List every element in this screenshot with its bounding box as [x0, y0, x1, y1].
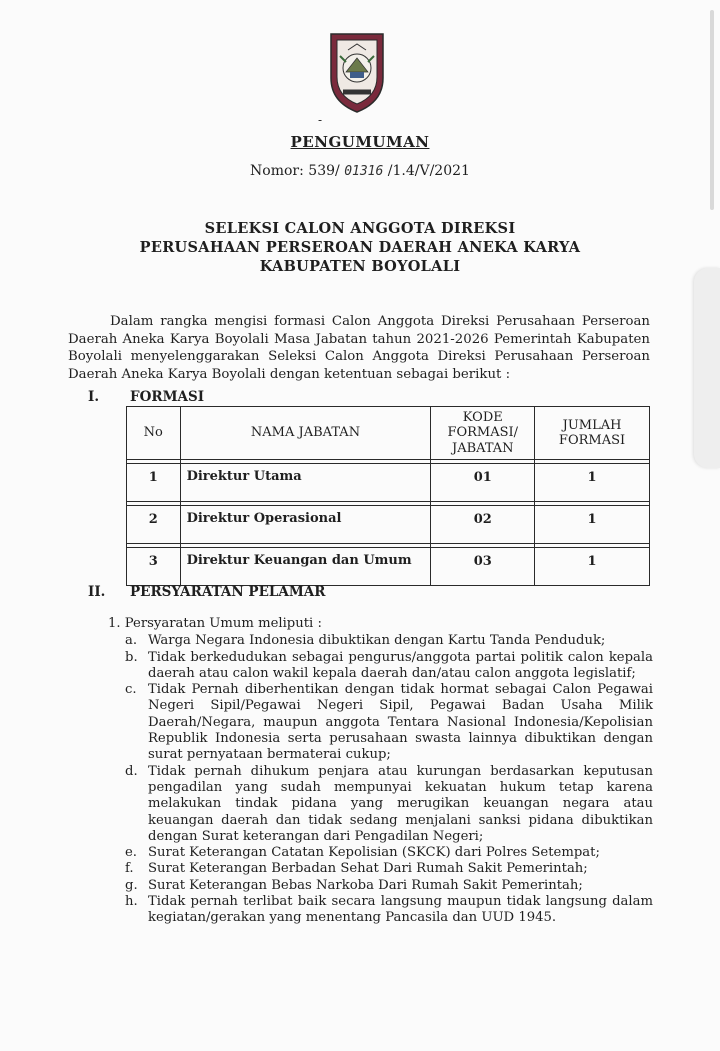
table-row: [127, 464, 650, 502]
stray-mark: -: [318, 113, 323, 127]
item-text: Surat Keterangan Catatan Kepolisian (SKCK) dari Polres Setempat;: [148, 845, 600, 861]
row-no: 3: [127, 548, 181, 586]
header-jumlah: JUMLAH FORMASI: [535, 407, 650, 460]
item-marker: f.: [125, 861, 134, 877]
item-marker: d.: [125, 763, 138, 779]
number-suffix: /1.4/V/2021: [387, 163, 470, 179]
item-text: Surat Keterangan Berbadan Sehat Dari Rumah Sakit Pemerintah;: [148, 861, 588, 877]
section-1-number: I.: [88, 389, 100, 405]
row-kode: 03: [431, 548, 535, 586]
intro-text: Dalam rangka mengisi formasi Calon Anggota Direksi Perusahaan Perseroan Daerah Aneka Karya Boyolali Masa Jabatan tahun 2021-2026 Pemerintah Kabupaten Boyolali menyelenggarakan Seleksi Calon Anggota Direksi Perusahaan Perseroan Daerah Aneka Karya Boyolali dengan ketentuan sebagai berikut :: [68, 314, 650, 382]
item-marker: e.: [125, 845, 137, 861]
title-text: PENGUMUMAN: [290, 133, 430, 151]
row-jumlah: 1: [535, 464, 650, 502]
list-item: [108, 682, 653, 763]
item-marker: a.: [125, 633, 138, 649]
list-item: [108, 650, 653, 683]
requirements-intro: 1. Persyaratan Umum meliputi :: [108, 616, 322, 631]
header-nama-jabatan: NAMA JABATAN: [180, 407, 431, 460]
list-item: [108, 764, 653, 845]
row-no: 2: [127, 506, 181, 544]
formation-table: [126, 406, 650, 586]
table-row: [127, 506, 650, 544]
item-text: Tidak pernah terlibat baik secara langsung maupun tidak langsung dalam kegiatan/gerakan yang menentang Pancasila dan UUD 1945.: [148, 894, 653, 926]
row-nama: Direktur Utama: [180, 464, 431, 502]
regency-crest-emblem: [328, 32, 386, 114]
row-kode: 02: [431, 506, 535, 544]
heading-line-1: SELEKSI CALON ANGGOTA DIREKSI: [204, 220, 516, 237]
list-item: [108, 894, 653, 927]
heading-line-3: KABUPATEN BOYOLALI: [259, 258, 461, 275]
row-nama: Direktur Operasional: [180, 506, 431, 544]
document-number: [0, 163, 720, 179]
header-kode: KODE FORMASI/ JABATAN: [431, 407, 535, 460]
list-item: [108, 861, 653, 877]
item-text: Warga Negara Indonesia dibuktikan dengan Kartu Tanda Penduduk;: [148, 633, 606, 649]
row-jumlah: 1: [535, 506, 650, 544]
requirement-items: [108, 633, 653, 926]
header-no: No: [127, 407, 181, 460]
item-marker: c.: [125, 682, 137, 698]
announcement-heading: [0, 219, 720, 276]
section-2-title: PERSYARATAN PELAMAR: [130, 584, 326, 600]
section-1-title: FORMASI: [130, 389, 205, 405]
intro-paragraph: [68, 313, 650, 383]
item-text: Tidak Pernah diberhentikan dengan tidak hormat sebagai Calon Pegawai Negeri Sipil/Pegawai Negeri Sipil, Pegawai Badan Usaha Milik Daerah/Negara, maupun anggota Tentara Nasional Indonesia/Kepolisian Republik Indonesia serta perusahaan swasta lainnya dibuktikan dengan surat pernyataan bermaterai cukup;: [148, 682, 653, 763]
list-item: [108, 878, 653, 894]
row-kode: 01: [431, 464, 535, 502]
item-marker: h.: [125, 894, 138, 910]
handwritten-number: 01316: [344, 164, 384, 179]
table-header-row: [127, 407, 650, 460]
item-text: Tidak pernah dihukum penjara atau kurungan berdasarkan keputusan pengadilan yang sudah mempunyai kekuatan hukum tetap karena melakukan tindak pidana yang merugikan keuangan negara atau keuangan daerah dan tidak sedang menjalani sanksi pidana dibuktikan dengan Surat keterangan dari Pengadilan Negeri;: [148, 763, 653, 844]
row-no: 1: [127, 464, 181, 502]
list-item: [108, 845, 653, 861]
row-jumlah: 1: [535, 548, 650, 586]
document-title: [0, 133, 720, 151]
item-marker: g.: [125, 877, 138, 893]
list-item: [108, 633, 653, 649]
requirements-list: [108, 616, 653, 927]
section-2-number: II.: [88, 584, 106, 600]
number-prefix: Nomor: 539/: [250, 163, 340, 179]
row-nama: Direktur Keuangan dan Umum: [180, 548, 431, 586]
side-panel-handle[interactable]: [694, 268, 720, 468]
heading-line-2: PERUSAHAAN PERSEROAN DAERAH ANEKA KARYA: [139, 239, 581, 256]
scrollbar[interactable]: [710, 10, 714, 210]
item-marker: b.: [125, 649, 138, 665]
item-text: Tidak berkedudukan sebagai pengurus/anggota partai politik calon kepala daerah atau calon wakil kepala daerah dan/atau calon anggota legislatif;: [148, 649, 653, 681]
table-row: [127, 548, 650, 586]
item-text: Surat Keterangan Bebas Narkoba Dari Rumah Sakit Pemerintah;: [148, 877, 583, 893]
